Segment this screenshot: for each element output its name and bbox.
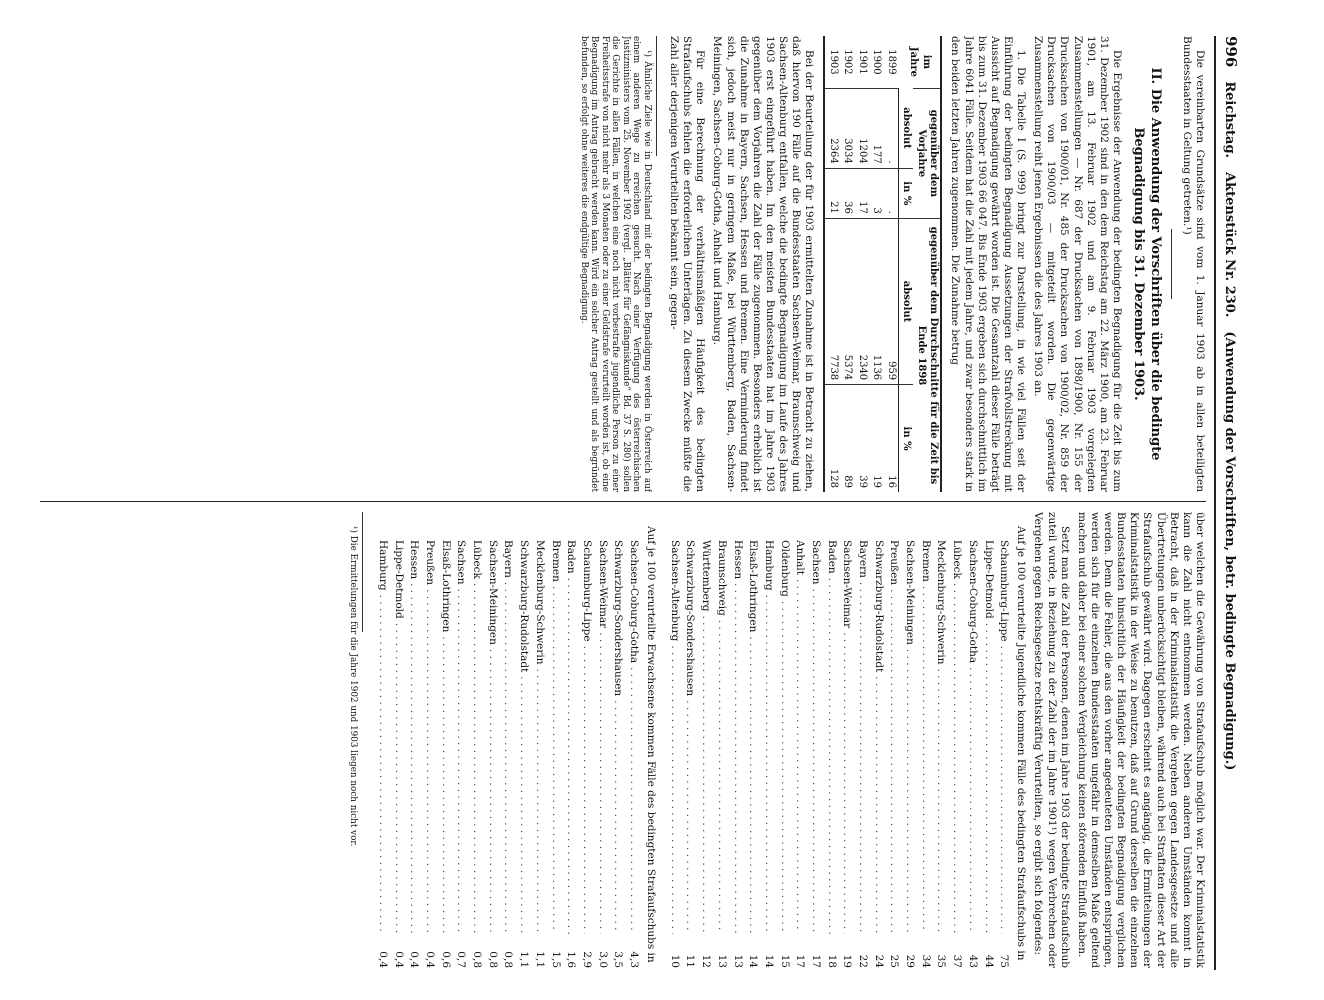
case-rate: 29 — [904, 954, 917, 968]
leader-dots — [596, 632, 609, 934]
leader-dots — [997, 646, 1010, 934]
case-rate: 4,3 — [628, 951, 640, 968]
state-name: Sachsen-Coburg-Gotha — [628, 540, 640, 664]
list-item — [900, 540, 916, 968]
state-name: Bayern — [502, 540, 515, 578]
list-item — [467, 540, 483, 968]
case-rate: 37 — [951, 954, 964, 968]
table-cell: 1900 — [871, 49, 883, 75]
leader-dots — [548, 586, 561, 934]
list-item — [373, 540, 389, 968]
list-item — [853, 540, 869, 968]
state-name: Anhalt — [794, 540, 807, 575]
list-item — [744, 540, 760, 968]
state-name: Lübeck — [951, 540, 964, 579]
table-cell: 2364 — [824, 88, 840, 168]
table-cell: 7738 — [824, 218, 840, 384]
leader-dots — [825, 578, 838, 934]
footnote-divider — [656, 36, 657, 156]
increase-table — [823, 36, 942, 492]
table-cell: 128 — [824, 385, 840, 492]
table-cell: 2340 — [854, 218, 869, 384]
list-item — [838, 540, 854, 968]
case-rate: 1,1 — [533, 951, 546, 968]
state-name: Oldenburg — [778, 540, 791, 597]
state-name: Hamburg — [377, 540, 389, 591]
state-name: Bremen — [549, 540, 562, 582]
case-rate: 0,4 — [392, 951, 405, 968]
list-item — [546, 540, 562, 968]
leader-dots — [454, 588, 467, 934]
leader-dots — [981, 623, 994, 934]
list-item — [963, 540, 979, 968]
footnote-divider — [362, 512, 363, 632]
paragraph-comparison: Setzt man die Zahl der Personen, denen im Jahre 1903 der bedingte Strafaufschub zuteil wurde, in Beziehung zu der Zahl der im Jahre 1901¹) wegen Verbrechen oder Vergehen gegen Reichsgesetze rechtskräftig Verurteilten, so ergibt sich folgendes: — [1032, 512, 1071, 968]
section-divider — [1171, 229, 1172, 299]
intro-paragraph: Die vereinbarten Grundsätze sind vom 1. Januar 1903 ab in allen beteiligten Bundesstaaten in Geltung getreten.¹) — [1180, 36, 1206, 492]
case-rate: 0,4 — [424, 951, 437, 968]
state-name: Sachsen-Weimar — [841, 540, 854, 629]
case-rate: 13 — [731, 954, 744, 968]
list-item — [405, 540, 421, 968]
list-item — [389, 540, 405, 968]
state-name: Schwarzburg-Rudolstadt — [518, 540, 531, 673]
list-item — [775, 540, 791, 968]
list-item — [916, 540, 932, 968]
col-group-average: gegenüber dem Durchschnitte für die Zeit bis Ende 1898 — [913, 218, 941, 492]
list-item — [609, 540, 625, 968]
case-rate: 0,4 — [377, 951, 389, 968]
case-rate: 0,8 — [471, 951, 484, 968]
table-row — [883, 36, 898, 492]
leader-dots — [730, 583, 743, 934]
table-cell: 17 — [854, 168, 869, 218]
case-rate: 1,6 — [565, 951, 578, 968]
list-item — [665, 540, 681, 968]
state-name: Sachsen-Coburg-Gotha — [966, 540, 979, 664]
state-name: Preußen — [888, 540, 901, 586]
case-rate: 0,8 — [486, 951, 499, 968]
table-cell: 39 — [854, 385, 869, 492]
case-rate: 0,4 — [408, 951, 421, 968]
case-rate: 24 — [872, 954, 885, 968]
table-cell: 3034 — [840, 88, 855, 168]
case-rate: 75 — [998, 954, 1011, 968]
left-column — [40, 36, 1206, 492]
sub-header-absolute: absolut — [898, 88, 913, 168]
list-item — [681, 540, 697, 968]
paragraph-assessment: Bei der Beurteilung der für 1903 ermittelten Zunahme ist in Betracht zu ziehen, daß hiervon 190 Fälle auf die Bundesstaaten Sachsen-Weimar, Braunschweig und Sachsen-Altenburg entfallen, welche die bedingte Begnadigung im Laufe des Jahres 1903 erst eingeführt haben. Im den meisten Bundesstaaten hat im Jahre 1903 gegenüber dem Vorjahren die Zahl der Fälle zugenommen. Besonders erheblich ist die Zunahme in Bayern, Sachsen, Hessen und Bremen. Eine Verminderung findet sich, jedoch meist nur in geringem Maße, bei Württemberg, Baden, Sachsen-Meiningen, Sachsen-Coburg-Gotha, Anhalt und Hamburg. — [711, 36, 816, 492]
case-rate: 17 — [810, 954, 822, 968]
footnote-left: ¹) Ähnliche Ziele wie in Deutschland mit der bedingten Begnadigung werden in Österreich auf einem anderen Wege zu erreichen gesucht. Nach einer Verfügung des österreichischen Justizministers vom 25. November 1902 (vergl. „Blätter für Gefängniskunde“ Bd. 37 S. 280) sollen die Gerichte in allen Fällen, in welchen eine noch nicht vorbestrafte jugendliche Person zu einer Freiheitsstrafe von nicht mehr als 3 Monaten oder zu einer Geldstrafe verurteilt worden ist, ob eine Begnadigung im Antrag gebracht werden kann. Wird ein solcher Antrag gestellt und als begründet befunden, so erfolgt ohne weiteres die endgültige Begnadigung. — [578, 36, 652, 492]
leader-dots — [517, 676, 530, 934]
state-name: Schwarzburg-Rudolstadt — [872, 540, 885, 673]
leader-dots — [840, 632, 853, 934]
leader-dots — [762, 595, 775, 934]
paragraph-table-intro: 1. Die Tabelle I (S. 999) bringt zur Darstellung, in wie viel Fällen seit der Einführung der bedingten Begnadigung Aussetzungen der Strafvollstreckung mit Aussicht auf Begnadigung gewährt worden ist. Die Gesamtzahl dieser Fälle beträgt bis zum 31. Dezember 1903 66 047. Bis Ende 1903 ergeben sich durchschnittlich im Jahre 6041 Fälle. Seitdem hat die Zahl mit jedem Jahre, und zwar besonders stark in den beiden letzten Jahren zugenommen. Die Zunahme betrug — [949, 36, 1028, 492]
juvenile-list-intro: Auf je 100 verurteilte Jugendliche kommen Fälle des bedingten Strafaufschubs in — [1015, 526, 1028, 961]
leader-dots — [809, 588, 822, 934]
state-name: Sachsen-Weimar — [596, 540, 609, 629]
case-rate: 0,8 — [502, 951, 515, 968]
list-item — [420, 540, 436, 968]
header-document: Aktenstück Nr. 230. — [1222, 172, 1237, 318]
leader-dots — [533, 669, 546, 935]
state-name: Preußen — [424, 540, 437, 586]
list-item — [515, 540, 531, 968]
state-name: Baden — [565, 540, 578, 574]
list-item — [728, 540, 744, 968]
case-rate: 0,7 — [455, 951, 468, 968]
table-cell: 177 — [869, 88, 884, 168]
state-name: Sachsen-Meiningen — [904, 540, 917, 645]
leader-dots — [919, 586, 932, 934]
case-rate: 2,9 — [580, 951, 593, 968]
table-cell: 959 — [883, 218, 898, 384]
leader-dots — [699, 615, 712, 934]
leader-dots — [668, 645, 681, 934]
list-item — [806, 540, 822, 968]
leader-dots — [856, 582, 869, 934]
leader-dots — [966, 667, 979, 934]
page-header — [1214, 36, 1240, 970]
case-rate: 35 — [935, 954, 948, 968]
case-rate: 15 — [778, 954, 791, 968]
case-rate: 3,5 — [612, 951, 625, 968]
list-item — [530, 540, 546, 968]
case-rate: 14 — [762, 954, 775, 968]
list-item — [499, 540, 515, 968]
case-rate: 18 — [825, 954, 838, 968]
leader-dots — [903, 649, 916, 934]
case-rate: 3,0 — [596, 951, 609, 968]
state-name: Mecklenburg-Schwerin — [533, 540, 546, 665]
case-rate: 11 — [684, 954, 697, 968]
right-column — [40, 512, 1206, 968]
table-cell: 1136 — [869, 218, 884, 384]
leader-dots — [439, 636, 452, 934]
list-item — [979, 540, 995, 968]
state-name: Schaumburg-Lippe — [998, 540, 1011, 642]
leader-dots — [934, 669, 947, 935]
leader-dots — [793, 579, 806, 934]
state-name: Sachsen-Meiningen — [486, 540, 499, 645]
leader-dots — [423, 589, 436, 934]
table-cell: . — [883, 168, 898, 218]
leader-dots — [627, 667, 640, 934]
paragraph-results: Die Ergebnisse der Anwendung der bedingten Begnadigung für die Zeit bis zum 31. Dezember 1902 sind in den dem Reichstag am 22. März 1900, am 23. Februar 1901, am 13. Februar 1902 und am 9. Februar 1903 vorgelegten Zusammenstellungen — Nr. 687 der Drucksachen von 1898/1900, Nr. 155 der Drucksachen von 1900/01, Nr. 485 der Drucksachen von 1900/02, Nr. 859 der Drucksachen von 1900/03 — mitgeteilt worden. Die gegenwärtige Zusammenstellung reiht jenen Ergebnissen die des Jahres 1903 an. — [1032, 36, 1123, 492]
leader-dots — [407, 583, 420, 934]
table-cell: 1204 — [854, 88, 869, 168]
list-item — [995, 540, 1011, 968]
state-name: Lippe-Detmold — [982, 540, 995, 619]
column-divider — [40, 501, 1206, 502]
state-name: Sachsen — [455, 540, 468, 585]
table-cell: 1902 — [842, 49, 854, 75]
state-name: Braunschweig — [715, 540, 728, 616]
paragraph-statistics: über welchen die Gewährung von Strafaufschub möglich war. Der Kriminalstatistik kann die Zahl nicht entnommen werden. Neben anderen Umständen kommt in Betracht, daß in der Kriminalstatistik die Vergehen gegen Landesgesetze und alle Übertretungen unberücksichtigt bleiben, während auch bei Straftaten dieser Art der Strafaufschub gewährt wird. Dagegen erscheint es angängig, die Ermittelungen der Kriminalstatistik in der Weise zu benutzen, daß auf Grund derselben die einzelnen Bundesstaaten hinsichtlich der Häufigkeit der bedingten Begnadigung verglichen werden. Denn die Fehler, die aus den vorher angedeuteten Umständen entspringen, werden sich für die einzelnen Bundesstaaten ungefähr in demselben Maße geltend machen und daher bei einer solchen Vergleichung keinen störenden Einfluß haben. — [1075, 512, 1206, 968]
state-name: Hamburg — [762, 540, 775, 591]
case-rate: 34 — [919, 954, 932, 968]
leader-dots — [611, 700, 624, 934]
state-name: Sachsen — [810, 540, 822, 585]
case-rate: 1,1 — [518, 951, 531, 968]
list-item — [869, 540, 885, 968]
sub-header-percent: in % — [898, 168, 913, 218]
case-rate: 17 — [794, 954, 807, 968]
case-rate: 13 — [715, 954, 728, 968]
list-item — [791, 540, 807, 968]
state-name: Mecklenburg-Schwerin — [935, 540, 948, 665]
header-topic: (Anwendung der Vorschriften, betr. bedingte Begnadigung.) — [1222, 331, 1237, 771]
table-row — [824, 36, 840, 492]
list-item — [822, 540, 838, 968]
state-name: Elsaß-Lothringen — [439, 540, 452, 633]
list-item — [712, 540, 728, 968]
case-rate: 44 — [982, 954, 995, 968]
leader-dots — [470, 583, 483, 934]
case-rate: 22 — [857, 954, 870, 968]
state-name: Schaumburg-Lippe — [580, 540, 593, 642]
case-rate: 43 — [966, 954, 979, 968]
list-item — [577, 540, 593, 968]
state-name: Bremen — [919, 540, 932, 582]
juvenile-list — [665, 540, 1010, 968]
table-cell: . — [883, 88, 898, 168]
leader-dots — [501, 582, 514, 934]
state-name: Württemberg — [700, 540, 713, 612]
list-item — [436, 540, 452, 968]
state-name: Lübeck — [471, 540, 484, 579]
table-row — [840, 36, 855, 492]
leader-dots — [715, 620, 728, 934]
list-item — [562, 540, 578, 968]
leader-dots — [564, 578, 577, 934]
leader-dots — [580, 646, 593, 934]
state-name: Schwarzburg-Sondershausen — [684, 540, 697, 697]
leader-dots — [392, 623, 405, 934]
list-item — [948, 540, 964, 968]
state-name: Baden — [825, 540, 838, 574]
table-cell: 89 — [840, 385, 855, 492]
case-rate: 0,6 — [439, 951, 452, 968]
table-row — [854, 36, 869, 492]
col-group-previous-year: gegenüber dem Vorjahre — [913, 88, 941, 218]
table-cell: 5374 — [840, 218, 855, 384]
case-rate: 14 — [747, 954, 760, 968]
state-name: Schwarzburg-Sondershausen — [612, 540, 625, 697]
table-cell: 1899 — [886, 49, 898, 75]
sub-header-absolute: absolut — [898, 218, 913, 384]
table-cell: 36 — [840, 168, 855, 218]
adult-list-intro: Auf je 100 verurteilte Erwachsene kommen Fälle des bedingten Strafaufschubs in — [645, 526, 658, 963]
col-year-header: im Jahre — [898, 36, 941, 88]
table-row — [869, 36, 884, 492]
list-item — [932, 540, 948, 968]
list-item — [452, 540, 468, 968]
leader-dots — [778, 601, 791, 934]
state-name: Elsaß-Lothringen — [747, 540, 760, 633]
leader-dots — [486, 649, 499, 934]
state-name: Lippe-Detmold — [392, 540, 405, 619]
list-item — [759, 540, 775, 968]
page-number: 996 — [1222, 36, 1240, 68]
table-cell: 21 — [824, 168, 840, 218]
case-rate: 19 — [841, 954, 854, 968]
list-item — [483, 540, 499, 968]
case-rate: 25 — [888, 954, 901, 968]
list-item — [885, 540, 901, 968]
case-rate: 10 — [668, 954, 681, 968]
leader-dots — [887, 589, 900, 934]
table-cell: 16 — [883, 385, 898, 492]
section-title: II. Die Anwendung der Vorschriften über die bedingte Begnadigung bis 31. Dezember 1903. — [1130, 67, 1163, 461]
leader-dots — [872, 676, 885, 934]
leader-dots — [746, 636, 759, 934]
case-rate: 1,5 — [549, 951, 562, 968]
state-name: Hessen — [731, 540, 744, 580]
leader-dots — [376, 595, 389, 934]
table-cell: 19 — [869, 385, 884, 492]
table-cell: 1903 — [824, 36, 840, 88]
state-name: Bayern — [857, 540, 870, 578]
table-cell: 3 — [869, 168, 884, 218]
leader-dots — [950, 583, 963, 934]
case-rate: 12 — [700, 954, 713, 968]
header-source: Reichstag. — [1222, 81, 1237, 159]
table-cell: 1901 — [856, 49, 868, 75]
leader-dots — [683, 700, 696, 934]
list-item — [624, 540, 640, 968]
paragraph-frequency: Für eine Berechnung der verhältnismäßigen Häufigkeit des bedingten Strafaufschubs fehlen die erforderlichen Unterlagen. Zu diesem Zwecke müßte die Zahl aller derjenigen Verurteilten bekannt sein, gegen- — [668, 36, 707, 492]
list-item — [593, 540, 609, 968]
footnote-right: ¹) Die Ermittelungen für die Jahre 1902 und 1903 liegen noch nicht vor. — [348, 526, 359, 847]
sub-header-percent: in % — [898, 385, 913, 492]
adult-list — [373, 540, 640, 968]
list-item — [697, 540, 713, 968]
state-name: Sachsen-Altenburg — [668, 540, 681, 642]
state-name: Hessen — [408, 540, 421, 580]
